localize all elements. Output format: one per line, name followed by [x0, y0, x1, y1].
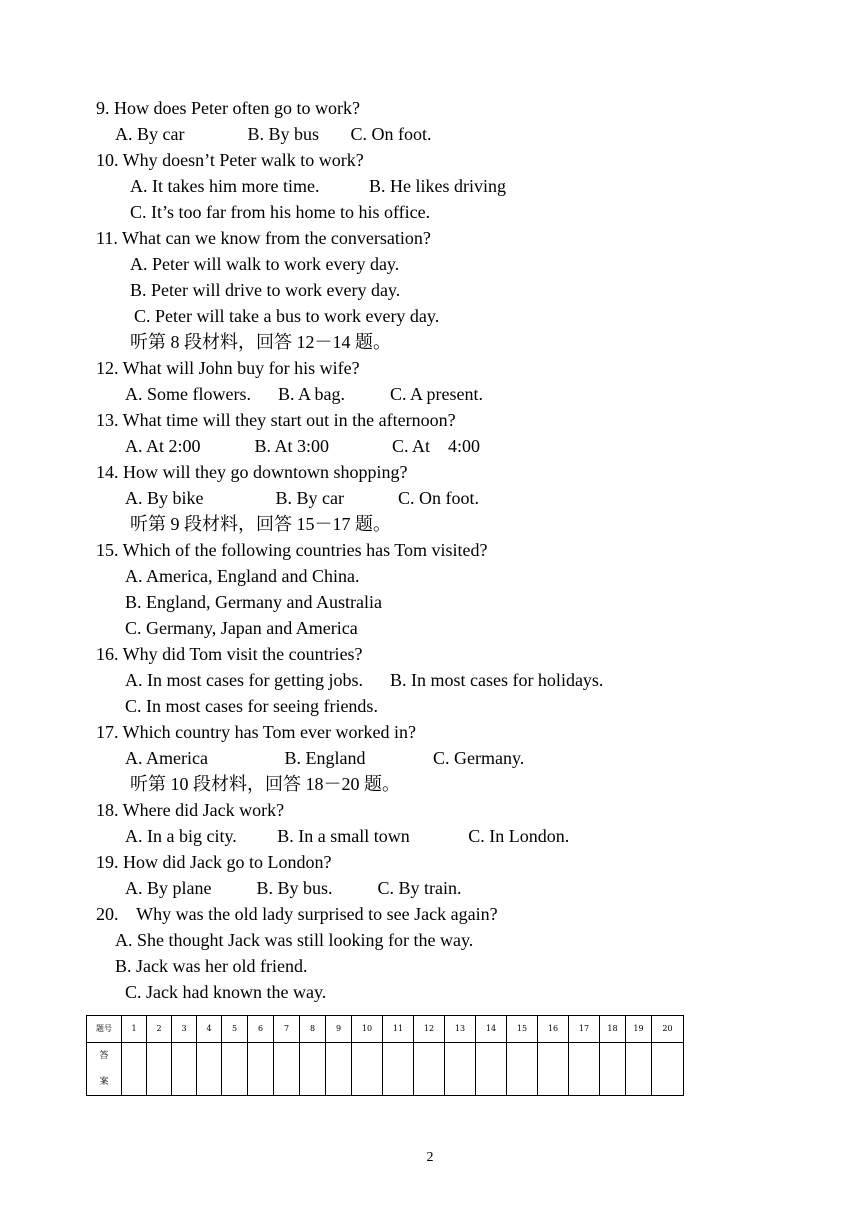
answer-label-top: 答 — [99, 1051, 109, 1061]
question-number: 6 — [248, 1016, 274, 1043]
question-number: 10 — [352, 1016, 383, 1043]
question-number: 5 — [222, 1016, 248, 1043]
options-19: A. By plane B. By bus. C. By train. — [125, 878, 462, 898]
question-number: 17 — [569, 1016, 600, 1043]
question-number: 3 — [172, 1016, 197, 1043]
options-9: A. By car B. By bus C. On foot. — [115, 124, 432, 144]
options-14: A. By bike B. By car C. On foot. — [125, 488, 479, 508]
answer-cell[interactable] — [222, 1043, 248, 1096]
options-16-ab: A. In most cases for getting jobs. B. In most cases for holidays. — [125, 670, 604, 690]
question-number: 8 — [300, 1016, 326, 1043]
question-11: 11. What can we know from the conversation? — [96, 228, 431, 248]
options-17: A. America B. England C. Germany. — [125, 748, 525, 768]
option-11-b: B. Peter will drive to work every day. — [130, 280, 401, 300]
question-19: 19. How did Jack go to London? — [96, 852, 332, 872]
question-16: 16. Why did Tom visit the countries? — [96, 644, 363, 664]
answer-cell[interactable] — [507, 1043, 538, 1096]
question-number: 12 — [414, 1016, 445, 1043]
option-15-a: A. America, England and China. — [125, 566, 360, 586]
question-number: 4 — [197, 1016, 222, 1043]
question-number: 18 — [600, 1016, 626, 1043]
answer-cell[interactable] — [414, 1043, 445, 1096]
section-heading-8: 听第 8 段材料，回答 12－14 题。 — [130, 332, 391, 352]
answer-grid-header-row — [87, 1016, 684, 1043]
answer-cell[interactable] — [600, 1043, 626, 1096]
option-20-a: A. She thought Jack was still looking for the way. — [115, 930, 474, 950]
answer-cell[interactable] — [248, 1043, 274, 1096]
question-18: 18. Where did Jack work? — [96, 800, 285, 820]
answer-label-bottom: 案 — [99, 1077, 109, 1087]
option-20-b: B. Jack was her old friend. — [115, 956, 308, 976]
answer-cell[interactable] — [274, 1043, 300, 1096]
answer-cell[interactable] — [352, 1043, 383, 1096]
option-16-c: C. In most cases for seeing friends. — [125, 696, 378, 716]
question-number: 13 — [445, 1016, 476, 1043]
question-15: 15. Which of the following countries has Tom visited? — [96, 540, 488, 560]
option-15-c: C. Germany, Japan and America — [125, 618, 358, 638]
question-14: 14. How will they go downtown shopping? — [96, 462, 408, 482]
question-number: 9 — [326, 1016, 352, 1043]
question-number: 2 — [147, 1016, 172, 1043]
options-10-ab: A. It takes him more time. B. He likes driving — [130, 176, 506, 196]
answer-grid — [86, 1015, 684, 1096]
question-number: 16 — [538, 1016, 569, 1043]
answer-cell[interactable] — [476, 1043, 507, 1096]
answer-cell[interactable] — [326, 1043, 352, 1096]
answer-cell[interactable] — [652, 1043, 684, 1096]
options-13: A. At 2:00 B. At 3:00 C. At 4:00 — [125, 436, 481, 456]
answer-cell[interactable] — [569, 1043, 600, 1096]
answer-cell[interactable] — [300, 1043, 326, 1096]
answer-cell[interactable] — [197, 1043, 222, 1096]
question-number-label: 题号 — [87, 1016, 122, 1043]
page-number: 2 — [426, 1150, 434, 1165]
options-10-c: C. It’s too far from his home to his office. — [130, 202, 431, 222]
answer-label — [87, 1043, 122, 1096]
option-11-a: A. Peter will walk to work every day. — [130, 254, 400, 274]
question-number: 19 — [626, 1016, 652, 1043]
section-heading-9: 听第 9 段材料，回答 15－17 题。 — [130, 514, 391, 534]
answer-cell[interactable] — [383, 1043, 414, 1096]
question-13: 13. What time will they start out in the afternoon? — [96, 410, 456, 430]
answer-cell[interactable] — [122, 1043, 147, 1096]
options-18: A. In a big city. B. In a small town C. In London. — [125, 826, 570, 846]
answer-cell[interactable] — [538, 1043, 569, 1096]
answer-cell[interactable] — [445, 1043, 476, 1096]
question-17: 17. Which country has Tom ever worked in? — [96, 722, 416, 742]
question-number: 15 — [507, 1016, 538, 1043]
option-11-c: C. Peter will take a bus to work every day. — [134, 306, 440, 326]
answer-grid-answer-row — [87, 1043, 684, 1096]
section-heading-10: 听第 10 段材料，回答 18－20 题。 — [130, 774, 400, 794]
option-15-b: B. England, Germany and Australia — [125, 592, 382, 612]
question-9: 9. How does Peter often go to work? — [96, 98, 360, 118]
question-number: 20 — [652, 1016, 684, 1043]
question-number: 14 — [476, 1016, 507, 1043]
answer-cell[interactable] — [626, 1043, 652, 1096]
question-20: 20. Why was the old lady surprised to see Jack again? — [96, 904, 498, 924]
question-10: 10. Why doesn’t Peter walk to work? — [96, 150, 364, 170]
answer-cell[interactable] — [147, 1043, 172, 1096]
answer-cell[interactable] — [172, 1043, 197, 1096]
question-number: 7 — [274, 1016, 300, 1043]
question-12: 12. What will John buy for his wife? — [96, 358, 360, 378]
question-number: 11 — [383, 1016, 414, 1043]
option-20-c: C. Jack had known the way. — [125, 982, 327, 1002]
options-12: A. Some flowers. B. A bag. C. A present. — [125, 384, 483, 404]
question-number: 1 — [122, 1016, 147, 1043]
